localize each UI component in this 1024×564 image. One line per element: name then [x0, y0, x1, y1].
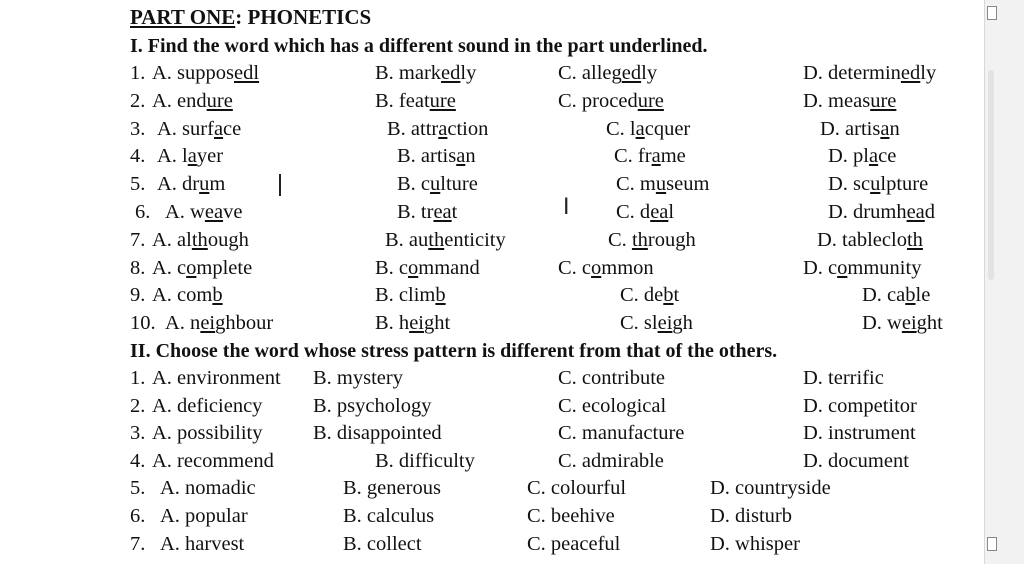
- underlined-part: a: [880, 118, 890, 140]
- underlined-part: ei: [901, 312, 917, 334]
- word-part: C. m: [616, 173, 656, 195]
- underlined-part: b: [212, 284, 223, 306]
- word-part: B. clim: [375, 284, 436, 306]
- word-part: seum: [666, 173, 710, 195]
- word-part: B. feat: [375, 90, 430, 112]
- underlined-part: o: [186, 257, 197, 279]
- word-part: mplete: [196, 257, 253, 279]
- word-part: n: [889, 118, 900, 140]
- word-part: ly: [920, 62, 937, 84]
- page-marker-top-icon: [987, 6, 997, 20]
- underlined-part: b: [663, 284, 674, 306]
- word-part: yer: [196, 145, 224, 167]
- option-d: D. whisper: [710, 533, 800, 555]
- underlined-part: u: [655, 173, 667, 195]
- underlined-part: u: [870, 173, 881, 195]
- word-part: A. suppos: [152, 62, 235, 84]
- question-number: 2.: [130, 90, 146, 112]
- underlined-part: a: [456, 145, 466, 167]
- option-c: [616, 200, 674, 224]
- word-part: A. w: [165, 201, 205, 223]
- question-number: 9.: [130, 284, 146, 306]
- word-part: A. com: [152, 284, 213, 306]
- question-number: 2.: [130, 395, 146, 417]
- underlined-part: a: [187, 145, 197, 167]
- question-number: 4.: [130, 450, 146, 472]
- underlined-part: ea: [906, 201, 925, 223]
- option-a: A. environment: [152, 367, 281, 389]
- word-part: B. au: [385, 229, 429, 251]
- option-c: C. peaceful: [527, 533, 621, 555]
- option-c: C. beehive: [527, 505, 615, 527]
- page-marker-bottom-icon: [987, 537, 997, 551]
- underlined-part: a: [438, 118, 448, 140]
- underlined-part: b: [905, 284, 916, 306]
- option-c: [616, 172, 709, 196]
- word-part: lture: [440, 173, 478, 195]
- option-d: D. countryside: [710, 477, 831, 499]
- word-part: B. mark: [375, 62, 442, 84]
- word-part: gh: [672, 312, 693, 334]
- option-c: [608, 228, 696, 252]
- underlined-part: th: [631, 229, 648, 251]
- option-b: [387, 117, 488, 141]
- word-part: lpture: [880, 173, 929, 195]
- underlined-part: a: [635, 118, 645, 140]
- option-a: [152, 61, 259, 85]
- word-part: n: [465, 145, 476, 167]
- word-part: C. c: [558, 257, 592, 279]
- word-part: m: [209, 173, 226, 195]
- word-part: A. l: [157, 145, 188, 167]
- word-part: A. end: [152, 90, 207, 112]
- underlined-part: th: [906, 229, 923, 251]
- word-part: A. c: [152, 257, 187, 279]
- option-c: [614, 144, 686, 168]
- word-part: ce: [223, 118, 242, 140]
- word-part: D. c: [803, 257, 838, 279]
- option-a: [152, 228, 249, 252]
- underlined-part: o: [408, 257, 419, 279]
- underlined-part: ei: [409, 312, 424, 334]
- underlined-part: ure: [429, 90, 456, 112]
- option-c: [620, 311, 693, 335]
- option-c: [606, 117, 690, 141]
- option-b: [375, 283, 446, 307]
- underlined-part: ei: [200, 312, 216, 334]
- word-part: A. dr: [157, 173, 200, 195]
- underlined-part: th: [428, 229, 445, 251]
- word-part: D. artis: [820, 118, 881, 140]
- underlined-part: ure: [206, 90, 233, 112]
- option-d: [828, 200, 935, 224]
- option-d: [828, 172, 928, 196]
- option-d: D. disturb: [710, 505, 792, 527]
- option-d: D. terrific: [803, 367, 884, 389]
- underlined-part: edl: [234, 62, 260, 84]
- option-d: [820, 117, 900, 141]
- underlined-part: a: [651, 145, 661, 167]
- word-part: ghbour: [215, 312, 274, 334]
- option-c: [558, 61, 657, 85]
- option-d: [803, 61, 936, 85]
- option-b: [397, 200, 457, 224]
- word-part: t: [673, 284, 680, 306]
- option-a: A. recommend: [152, 450, 274, 472]
- option-d: [828, 144, 896, 168]
- underlined-part: ed: [900, 62, 921, 84]
- word-part: ly: [460, 62, 477, 84]
- option-d: D. competitor: [803, 395, 917, 417]
- word-part: B. attr: [387, 118, 439, 140]
- option-a: [157, 172, 225, 196]
- word-part: D. tableclo: [817, 229, 907, 251]
- word-part: ly: [641, 62, 658, 84]
- underlined-part: b: [435, 284, 446, 306]
- option-d: [803, 256, 921, 280]
- option-c: C. ecological: [558, 395, 667, 417]
- word-part: ve: [223, 201, 243, 223]
- underlined-part: ure: [870, 90, 897, 112]
- word-part: D. determin: [803, 62, 901, 84]
- underlined-part: ea: [204, 201, 224, 223]
- option-b: B. collect: [343, 533, 422, 555]
- option-a: [165, 200, 242, 224]
- word-part: ction: [447, 118, 489, 140]
- option-c: [620, 283, 679, 307]
- word-part: B. tr: [397, 201, 434, 223]
- question-number: 10.: [130, 312, 156, 334]
- word-part: mmon: [601, 257, 654, 279]
- word-part: D. pl: [828, 145, 869, 167]
- underlined-part: ed: [441, 62, 461, 84]
- word-part: ough: [207, 229, 249, 251]
- option-c: [558, 256, 654, 280]
- option-a: [152, 283, 223, 307]
- word-part: B. c: [397, 173, 431, 195]
- word-part: D. ca: [862, 284, 906, 306]
- option-c: C. colourful: [527, 477, 627, 499]
- option-b: B. calculus: [343, 505, 435, 527]
- underlined-part: ed: [621, 62, 642, 84]
- option-a: [157, 117, 241, 141]
- option-c: C. admirable: [558, 450, 664, 472]
- option-c: C. manufacture: [558, 422, 685, 444]
- option-b: [385, 228, 506, 252]
- scroll-thumb[interactable]: [988, 70, 994, 280]
- underlined-part: ure: [637, 90, 664, 112]
- word-part: mmand: [418, 257, 480, 279]
- word-part: ght: [916, 312, 943, 334]
- option-b: [375, 89, 456, 113]
- text-cursor-icon: [279, 174, 281, 196]
- word-part: cquer: [644, 118, 691, 140]
- option-a: A. deficiency: [152, 395, 263, 417]
- underlined-part: u: [199, 173, 210, 195]
- word-part: mmunity: [847, 257, 922, 279]
- underlined-part: o: [837, 257, 848, 279]
- word-part: D. meas: [803, 90, 871, 112]
- word-part: t: [451, 201, 458, 223]
- option-b: [375, 61, 476, 85]
- part-title: PART ONE: PHONETICS: [130, 5, 372, 29]
- option-b: B. generous: [343, 477, 441, 499]
- option-b: B. disappointed: [313, 422, 442, 444]
- option-b: B. difficulty: [375, 450, 475, 472]
- option-b: [397, 172, 478, 196]
- word-part: C. alleg: [558, 62, 622, 84]
- question-number: 8.: [130, 257, 146, 279]
- question-number: 6.: [135, 201, 151, 223]
- option-b: B. mystery: [313, 367, 403, 389]
- word-part: C. d: [616, 201, 651, 223]
- option-b: [397, 144, 476, 168]
- word-part: A. n: [165, 312, 201, 334]
- option-c: C. contribute: [558, 367, 666, 389]
- word-part: C. proced: [558, 90, 638, 112]
- word-part: B. h: [375, 312, 410, 334]
- word-part: D. drumh: [828, 201, 907, 223]
- word-part: D. w: [862, 312, 902, 334]
- word-part: l: [668, 201, 675, 223]
- underlined-part: o: [591, 257, 602, 279]
- option-d: D. document: [803, 450, 909, 472]
- word-part: me: [660, 145, 686, 167]
- word-part: C. l: [606, 118, 636, 140]
- option-d: D. instrument: [803, 422, 916, 444]
- question-number: 3.: [130, 118, 146, 140]
- option-a: [165, 311, 273, 335]
- question-number: 6.: [130, 505, 146, 527]
- word-part: enticity: [444, 229, 506, 251]
- question-number: 5.: [130, 173, 146, 195]
- option-b: B. psychology: [313, 395, 432, 417]
- word-part: B. c: [375, 257, 409, 279]
- word-part: ght: [423, 312, 451, 334]
- option-a: A. nomadic: [160, 477, 256, 499]
- section2-heading: II. Choose the word whose stress pattern is different from that of the others.: [130, 340, 778, 362]
- option-a: [157, 144, 223, 168]
- word-part: d: [924, 201, 936, 223]
- word-part: C. de: [620, 284, 664, 306]
- option-a: A. harvest: [160, 533, 245, 555]
- option-d: [803, 89, 896, 113]
- word-part: D. sc: [828, 173, 871, 195]
- question-number: 4.: [130, 145, 146, 167]
- option-b: [375, 256, 480, 280]
- option-b: [375, 311, 450, 335]
- question-number: 1.: [130, 367, 146, 389]
- word-part: B. artis: [397, 145, 457, 167]
- underlined-part: ea: [650, 201, 669, 223]
- option-d: [862, 311, 943, 335]
- question-number: 5.: [130, 477, 146, 499]
- word-part: le: [915, 284, 931, 306]
- word-part: ce: [878, 145, 897, 167]
- word-part: rough: [647, 229, 696, 251]
- word-part: C.: [608, 229, 632, 251]
- option-a: [152, 89, 233, 113]
- underlined-part: th: [191, 229, 208, 251]
- underlined-part: ea: [433, 201, 452, 223]
- underlined-part: a: [213, 118, 224, 140]
- word-part: C. fr: [614, 145, 652, 167]
- underlined-part: a: [869, 145, 879, 167]
- word-part: A. surf: [157, 118, 214, 140]
- ibeam-cursor-icon: I: [563, 195, 570, 220]
- option-c: [558, 89, 664, 113]
- question-number: 1.: [130, 62, 146, 84]
- option-d: [862, 283, 930, 307]
- question-number: 7.: [130, 229, 146, 251]
- question-number: 3.: [130, 422, 146, 444]
- section1-heading: I. Find the word which has a different sound in the part underlined.: [130, 35, 708, 57]
- underlined-part: u: [430, 173, 441, 195]
- option-d: [817, 228, 923, 252]
- option-a: [152, 256, 252, 280]
- option-a: A. possibility: [152, 422, 263, 444]
- word-part: A. al: [152, 229, 192, 251]
- question-number: 7.: [130, 533, 146, 555]
- word-part: C. sl: [620, 312, 658, 334]
- option-a: A. popular: [160, 505, 248, 527]
- underlined-part: ei: [657, 312, 673, 334]
